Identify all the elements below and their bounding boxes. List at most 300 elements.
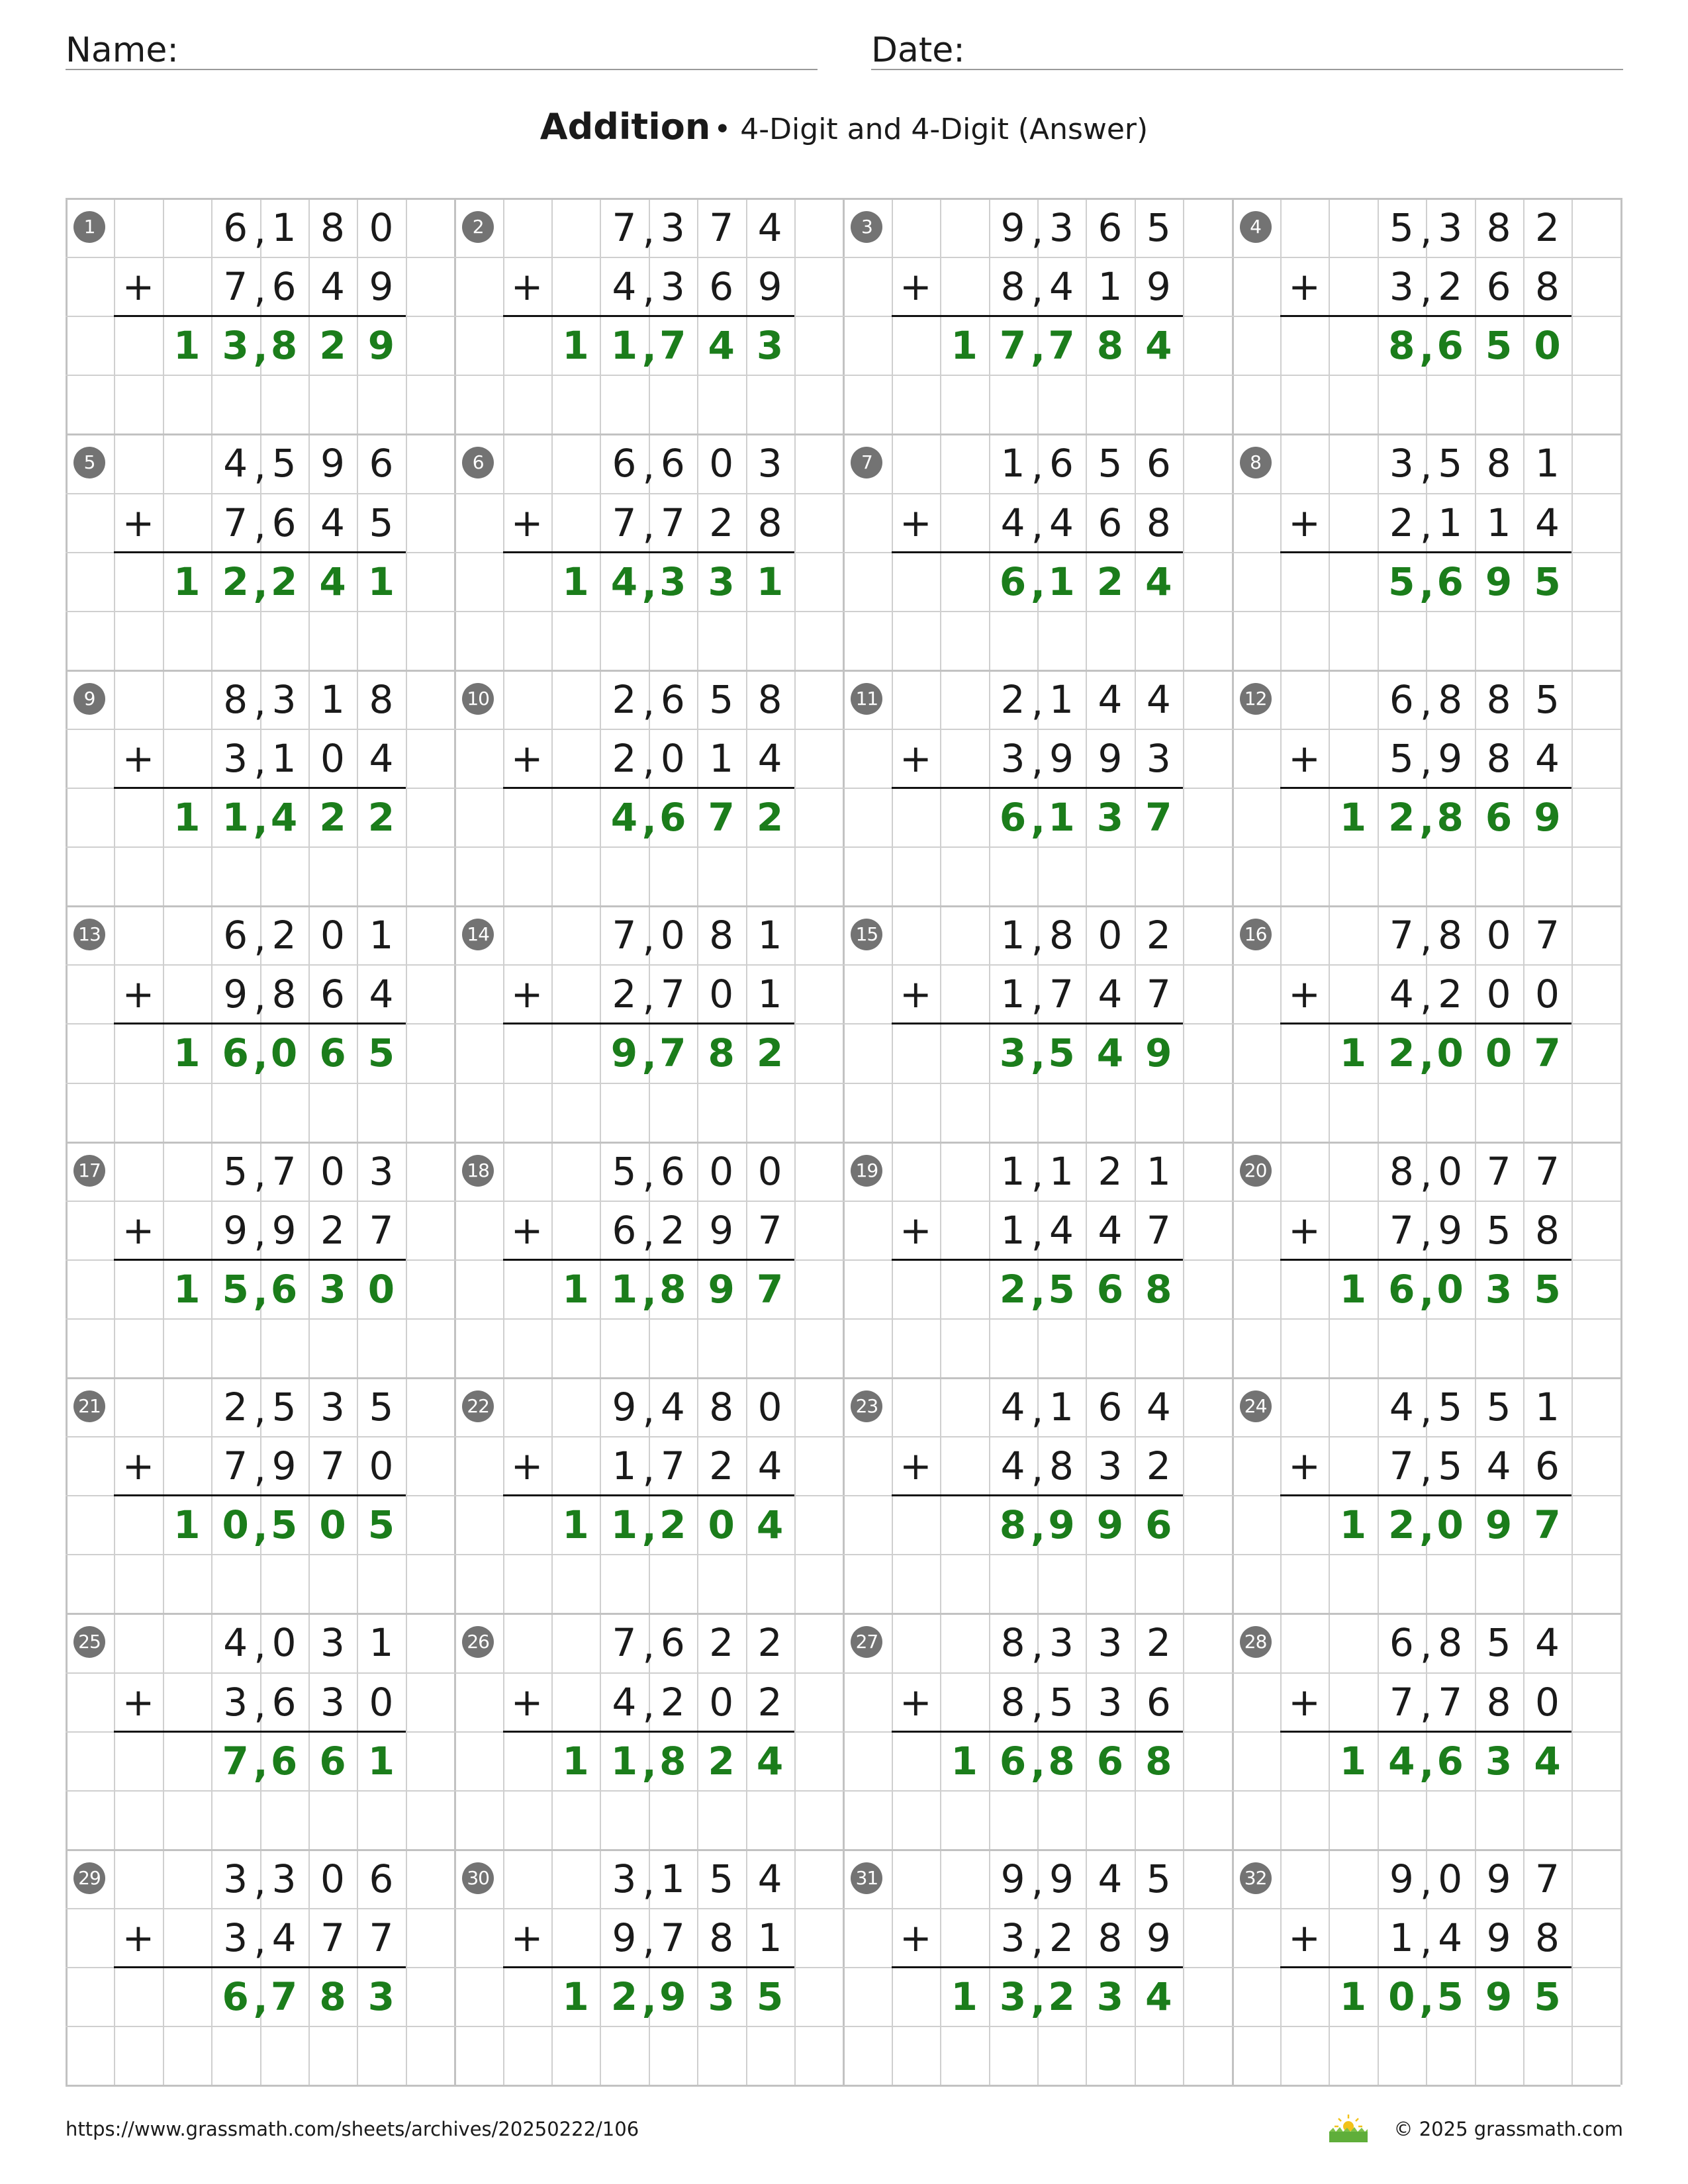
answer-digit: 2 xyxy=(756,1030,784,1076)
problem-number-badge: 5 xyxy=(73,447,105,478)
addend-bottom-digit: 7 xyxy=(660,1443,685,1489)
thousands-comma: , xyxy=(1419,1858,1432,1904)
answer-digit: 5 xyxy=(367,1502,395,1548)
addend-top-digit: 8 xyxy=(757,676,782,722)
date-field[interactable] xyxy=(871,23,1623,70)
answer-digit: 0 xyxy=(1436,1266,1464,1312)
addend-top-digit: 8 xyxy=(223,676,248,722)
thousands-comma: , xyxy=(1419,974,1432,1020)
answer-digit: 1 xyxy=(562,1266,589,1312)
thousands-comma: , xyxy=(642,679,655,725)
answer-digit: 5 xyxy=(1388,559,1415,604)
thousands-comma: , xyxy=(1031,267,1044,312)
problem-number-badge: 29 xyxy=(73,1862,105,1894)
plus-sign: + xyxy=(510,972,543,1017)
addend-top-digit: 3 xyxy=(1049,1620,1074,1666)
answer-digit: 3 xyxy=(319,1266,346,1312)
addend-top-digit: 9 xyxy=(1000,205,1025,250)
addend-top-digit: 1 xyxy=(1000,441,1025,486)
answer-digit: 3 xyxy=(1096,795,1124,840)
answer-digit: 2 xyxy=(270,559,298,604)
addend-top-digit: 9 xyxy=(1389,1856,1414,1901)
problem-number-badge: 1 xyxy=(73,211,105,243)
thousands-comma: , xyxy=(642,1682,655,1727)
addend-top-digit: 7 xyxy=(1486,1148,1511,1194)
thousands-comma: , xyxy=(642,738,655,784)
grid-line-horizontal xyxy=(66,2085,1620,2087)
addend-bottom-digit: 6 xyxy=(1535,1443,1560,1489)
addend-bottom-digit: 8 xyxy=(1486,735,1511,781)
addend-top-digit: 3 xyxy=(320,1620,345,1666)
addend-bottom-digit: 8 xyxy=(709,1915,734,1960)
addend-top-digit: 4 xyxy=(1389,1385,1414,1430)
answer-digit: 9 xyxy=(1096,1502,1124,1548)
answer-digit: 0 xyxy=(1436,1502,1464,1548)
addend-top-digit: 4 xyxy=(1146,676,1171,722)
thousands-comma: , xyxy=(254,1682,266,1727)
thousands-comma: , xyxy=(1031,738,1044,784)
addend-top-digit: 0 xyxy=(1486,913,1511,958)
thousands-comma: , xyxy=(253,1505,268,1551)
answer-digit: 5 xyxy=(1048,1266,1075,1312)
addend-top-digit: 5 xyxy=(1146,1856,1171,1901)
addend-bottom-digit: 4 xyxy=(271,1915,297,1960)
addend-bottom-digit: 2 xyxy=(1389,500,1414,545)
addend-top-digit: 5 xyxy=(1438,1385,1463,1430)
answer-digit: 1 xyxy=(951,1738,978,1784)
thousands-comma: , xyxy=(1419,267,1432,312)
addend-bottom-digit: 7 xyxy=(1146,1207,1171,1253)
answer-digit: 4 xyxy=(1145,1974,1172,2019)
addend-bottom-digit: 8 xyxy=(1000,264,1025,310)
addend-top-digit: 4 xyxy=(1146,1385,1171,1430)
addend-top-digit: 1 xyxy=(369,913,394,958)
addend-bottom-digit: 4 xyxy=(1389,972,1414,1017)
thousands-comma: , xyxy=(1031,1446,1044,1492)
addend-bottom-digit: 4 xyxy=(369,735,394,781)
answer-digit: 1 xyxy=(173,323,201,369)
addend-top-digit: 5 xyxy=(1389,205,1414,250)
thousands-comma: , xyxy=(254,679,266,725)
answer-digit: 6 xyxy=(270,1738,298,1784)
addend-top-digit: 0 xyxy=(271,1620,297,1666)
addend-top-digit: 2 xyxy=(612,676,637,722)
answer-digit: 7 xyxy=(270,1974,298,2019)
addend-top-digit: 3 xyxy=(223,1856,248,1901)
addend-top-digit: 5 xyxy=(1098,441,1123,486)
answer-digit: 6 xyxy=(319,1738,346,1784)
addend-top-digit: 1 xyxy=(1049,676,1074,722)
problem-number-badge: 24 xyxy=(1240,1390,1272,1422)
addend-top-digit: 8 xyxy=(1389,1148,1414,1194)
answer-digit: 3 xyxy=(756,323,784,369)
thousands-comma: , xyxy=(1419,1623,1432,1668)
thousands-comma: , xyxy=(253,1977,268,2022)
addend-bottom-digit: 8 xyxy=(1535,1207,1560,1253)
addend-top-digit: 5 xyxy=(1535,676,1560,722)
answer-digit: 6 xyxy=(1096,1738,1124,1784)
addend-top-digit: 2 xyxy=(757,1620,782,1666)
plus-sign: + xyxy=(122,1207,155,1253)
answer-digit: 7 xyxy=(222,1738,249,1784)
addend-bottom-digit: 3 xyxy=(1000,1915,1025,1960)
problem-number-badge: 18 xyxy=(462,1155,494,1187)
thousands-comma: , xyxy=(641,1505,657,1551)
addend-bottom-digit: 2 xyxy=(660,1679,685,1725)
answer-digit: 7 xyxy=(1534,1030,1561,1076)
thousands-comma: , xyxy=(254,443,266,489)
thousands-comma: , xyxy=(1419,738,1432,784)
thousands-comma: , xyxy=(1031,443,1044,489)
problem-number-badge: 20 xyxy=(1240,1155,1272,1187)
addend-top-digit: 3 xyxy=(369,1148,394,1194)
title-main: Addition xyxy=(539,106,711,148)
answer-digit: 2 xyxy=(222,559,249,604)
thousands-comma: , xyxy=(1419,443,1432,489)
thousands-comma: , xyxy=(254,1210,266,1255)
thousands-comma: , xyxy=(642,267,655,312)
addend-bottom-digit: 3 xyxy=(223,735,248,781)
thousands-comma: , xyxy=(254,915,266,961)
addend-bottom-digit: 7 xyxy=(369,1915,394,1960)
problem-number-badge: 10 xyxy=(462,683,494,715)
problem-number-badge: 27 xyxy=(851,1626,882,1658)
addend-top-digit: 9 xyxy=(1486,1856,1511,1901)
answer-digit: 7 xyxy=(659,1030,686,1076)
addend-top-digit: 5 xyxy=(1486,1620,1511,1666)
plus-sign: + xyxy=(510,264,543,310)
answer-digit: 9 xyxy=(1048,1502,1075,1548)
thousands-comma: , xyxy=(1031,502,1044,548)
problem-number-badge: 17 xyxy=(73,1155,105,1187)
plus-sign: + xyxy=(1288,1207,1321,1253)
addend-bottom-digit: 8 xyxy=(757,500,782,545)
addend-bottom-digit: 9 xyxy=(1098,735,1123,781)
addend-top-digit: 3 xyxy=(757,441,782,486)
addend-top-digit: 0 xyxy=(1438,1148,1463,1194)
addend-top-digit: 4 xyxy=(1098,676,1123,722)
answer-digit: 1 xyxy=(1339,1738,1367,1784)
addend-bottom-digit: 6 xyxy=(1146,1679,1171,1725)
thousands-comma: , xyxy=(1419,797,1434,842)
addend-bottom-digit: 6 xyxy=(1098,500,1123,545)
answer-digit: 2 xyxy=(659,1502,686,1548)
answer-digit: 0 xyxy=(1534,323,1561,369)
answer-digit: 8 xyxy=(999,1502,1027,1548)
addend-top-digit: 7 xyxy=(1535,1856,1560,1901)
plus-sign: + xyxy=(899,1679,932,1725)
answer-digit: 6 xyxy=(1096,1266,1124,1312)
plus-sign: + xyxy=(122,1443,155,1489)
plus-sign: + xyxy=(1288,735,1321,781)
addend-bottom-digit: 8 xyxy=(1535,1915,1560,1960)
addend-top-digit: 4 xyxy=(1535,1620,1560,1666)
addend-bottom-digit: 4 xyxy=(612,1679,637,1725)
answer-digit: 1 xyxy=(1048,559,1075,604)
footer-url[interactable]: https://www.grassmath.com/sheets/archives/20250222/106 xyxy=(66,2118,639,2140)
answer-digit: 6 xyxy=(999,795,1027,840)
addend-bottom-digit: 5 xyxy=(1049,1679,1074,1725)
answer-digit: 1 xyxy=(1339,1974,1367,2019)
thousands-comma: , xyxy=(1031,915,1044,961)
addend-bottom-digit: 3 xyxy=(320,1679,345,1725)
answer-digit: 0 xyxy=(270,1030,298,1076)
addend-bottom-digit: 0 xyxy=(1486,972,1511,1017)
addend-top-digit: 8 xyxy=(1000,1620,1025,1666)
addend-bottom-digit: 5 xyxy=(369,500,394,545)
problem-number-badge: 32 xyxy=(1240,1862,1272,1894)
addend-bottom-digit: 4 xyxy=(1438,1915,1463,1960)
addend-bottom-digit: 7 xyxy=(1146,972,1171,1017)
answer-digit: 7 xyxy=(659,323,686,369)
addend-top-digit: 3 xyxy=(612,1856,637,1901)
addend-bottom-digit: 9 xyxy=(1146,1915,1171,1960)
addend-bottom-digit: 4 xyxy=(1000,1443,1025,1489)
addend-bottom-digit: 1 xyxy=(271,735,297,781)
thousands-comma: , xyxy=(1031,1151,1044,1197)
answer-digit: 3 xyxy=(1096,1974,1124,2019)
addend-top-digit: 8 xyxy=(369,676,394,722)
problem-number-badge: 3 xyxy=(851,211,882,243)
addend-bottom-digit: 4 xyxy=(1486,1443,1511,1489)
thousands-comma: , xyxy=(253,1269,268,1314)
problem-number-badge: 23 xyxy=(851,1390,882,1422)
addend-top-digit: 5 xyxy=(709,676,734,722)
problem-number-badge: 8 xyxy=(1240,447,1272,478)
answer-digit: 5 xyxy=(1485,323,1513,369)
addend-top-digit: 1 xyxy=(757,913,782,958)
addend-bottom-digit: 4 xyxy=(1535,735,1560,781)
answer-digit: 4 xyxy=(1534,1738,1561,1784)
answer-digit: 6 xyxy=(999,559,1027,604)
answer-digit: 8 xyxy=(1048,1738,1075,1784)
date-label: Date: xyxy=(871,30,965,70)
thousands-comma: , xyxy=(253,1741,268,1786)
answer-digit: 3 xyxy=(1485,1266,1513,1312)
addend-bottom-digit: 6 xyxy=(320,972,345,1017)
problem-number-badge: 31 xyxy=(851,1862,882,1894)
addend-bottom-digit: 3 xyxy=(223,1915,248,1960)
addend-bottom-digit: 2 xyxy=(1438,264,1463,310)
addend-top-digit: 1 xyxy=(1535,441,1560,486)
answer-digit: 4 xyxy=(610,559,638,604)
answer-digit: 1 xyxy=(367,559,395,604)
problem-number-badge: 22 xyxy=(462,1390,494,1422)
thousands-comma: , xyxy=(1031,1033,1046,1079)
addend-bottom-digit: 1 xyxy=(757,1915,782,1960)
thousands-comma: , xyxy=(1031,1858,1044,1904)
addend-top-digit: 7 xyxy=(1535,913,1560,958)
addend-top-digit: 8 xyxy=(709,913,734,958)
answer-digit: 2 xyxy=(367,795,395,840)
thousands-comma: , xyxy=(1419,915,1432,961)
answer-digit: 1 xyxy=(562,1738,589,1784)
addend-bottom-digit: 7 xyxy=(612,500,637,545)
addend-bottom-digit: 4 xyxy=(757,1443,782,1489)
answer-digit: 3 xyxy=(999,1974,1027,2019)
problem-number-badge: 9 xyxy=(73,683,105,715)
grass-sun-logo-icon xyxy=(1327,2113,1370,2144)
answer-digit: 6 xyxy=(222,1974,249,2019)
footer-copyright: © 2025 grassmath.com xyxy=(1393,2118,1623,2140)
addend-top-digit: 2 xyxy=(1098,1148,1123,1194)
thousands-comma: , xyxy=(254,208,266,253)
thousands-comma: , xyxy=(1419,1269,1434,1314)
addend-top-digit: 6 xyxy=(369,441,394,486)
answer-digit: 1 xyxy=(1339,795,1367,840)
thousands-comma: , xyxy=(254,1917,266,1963)
addend-top-digit: 8 xyxy=(1486,441,1511,486)
answer-digit: 7 xyxy=(1048,323,1075,369)
thousands-comma: , xyxy=(642,915,655,961)
addend-bottom-digit: 0 xyxy=(660,735,685,781)
answer-digit: 3 xyxy=(659,559,686,604)
name-field[interactable] xyxy=(66,23,818,70)
addend-bottom-digit: 3 xyxy=(1146,735,1171,781)
plus-sign: + xyxy=(1288,500,1321,545)
answer-digit: 1 xyxy=(610,1738,638,1784)
addend-bottom-digit: 9 xyxy=(223,1207,248,1253)
answer-digit: 1 xyxy=(173,559,201,604)
problem-number-badge: 16 xyxy=(1240,919,1272,950)
thousands-comma: , xyxy=(1419,326,1434,371)
addend-top-digit: 8 xyxy=(1438,913,1463,958)
addend-bottom-digit: 7 xyxy=(660,1915,685,1960)
thousands-comma: , xyxy=(254,1623,266,1668)
addend-bottom-digit: 0 xyxy=(709,1679,734,1725)
answer-digit: 1 xyxy=(173,1266,201,1312)
addend-top-digit: 5 xyxy=(1438,441,1463,486)
addend-top-digit: 1 xyxy=(320,676,345,722)
addend-top-digit: 1 xyxy=(369,1620,394,1666)
addend-top-digit: 5 xyxy=(709,1856,734,1901)
addend-bottom-digit: 1 xyxy=(1438,500,1463,545)
thousands-comma: , xyxy=(642,974,655,1020)
addend-bottom-digit: 8 xyxy=(1535,264,1560,310)
thousands-comma: , xyxy=(641,1741,657,1786)
addend-bottom-digit: 8 xyxy=(1098,1915,1123,1960)
thousands-comma: , xyxy=(1419,1151,1432,1197)
addend-top-digit: 2 xyxy=(271,913,297,958)
addend-top-digit: 4 xyxy=(757,205,782,250)
thousands-comma: , xyxy=(1031,679,1044,725)
addend-bottom-digit: 2 xyxy=(709,1443,734,1489)
answer-digit: 1 xyxy=(951,1974,978,2019)
thousands-comma: , xyxy=(254,1151,266,1197)
addend-bottom-digit: 9 xyxy=(369,264,394,310)
plus-sign: + xyxy=(1288,264,1321,310)
answer-digit: 3 xyxy=(1485,1738,1513,1784)
problem-number-badge: 11 xyxy=(851,683,882,715)
addend-top-digit: 3 xyxy=(1098,1620,1123,1666)
answer-digit: 2 xyxy=(756,795,784,840)
addend-top-digit: 6 xyxy=(223,205,248,250)
problem-grid xyxy=(66,198,1620,2085)
answer-digit: 4 xyxy=(756,1502,784,1548)
addend-top-digit: 3 xyxy=(320,1385,345,1430)
addend-top-digit: 2 xyxy=(223,1385,248,1430)
plus-sign: + xyxy=(510,1915,543,1960)
addend-top-digit: 7 xyxy=(1389,913,1414,958)
addend-bottom-digit: 8 xyxy=(1146,500,1171,545)
answer-digit: 9 xyxy=(659,1974,686,2019)
addend-bottom-digit: 4 xyxy=(369,972,394,1017)
answer-digit: 1 xyxy=(1048,795,1075,840)
addend-bottom-digit: 2 xyxy=(1146,1443,1171,1489)
answer-digit: 0 xyxy=(319,1502,346,1548)
addend-top-digit: 1 xyxy=(271,205,297,250)
answer-digit: 5 xyxy=(1436,1974,1464,2019)
addend-bottom-digit: 7 xyxy=(660,500,685,545)
thousands-comma: , xyxy=(1419,1446,1432,1492)
addend-top-digit: 1 xyxy=(660,1856,685,1901)
answer-digit: 2 xyxy=(708,1738,735,1784)
addend-bottom-digit: 1 xyxy=(1486,500,1511,545)
answer-digit: 8 xyxy=(1096,323,1124,369)
addend-top-digit: 5 xyxy=(369,1385,394,1430)
answer-digit: 9 xyxy=(367,323,395,369)
addend-bottom-digit: 3 xyxy=(1098,1679,1123,1725)
answer-digit: 9 xyxy=(1145,1030,1172,1076)
addend-bottom-digit: 4 xyxy=(1000,500,1025,545)
addend-top-digit: 6 xyxy=(660,441,685,486)
addend-top-digit: 3 xyxy=(1049,205,1074,250)
plus-sign: + xyxy=(899,1443,932,1489)
addend-bottom-digit: 7 xyxy=(1438,1679,1463,1725)
answer-digit: 5 xyxy=(1534,1974,1561,2019)
addend-top-digit: 6 xyxy=(1098,1385,1123,1430)
addend-top-digit: 1 xyxy=(1049,1148,1074,1194)
answer-digit: 1 xyxy=(173,1030,201,1076)
thousands-comma: , xyxy=(254,974,266,1020)
addend-bottom-digit: 6 xyxy=(612,1207,637,1253)
addend-top-digit: 6 xyxy=(612,441,637,486)
addend-top-digit: 8 xyxy=(709,1385,734,1430)
addend-top-digit: 5 xyxy=(271,1385,297,1430)
answer-digit: 8 xyxy=(1388,323,1415,369)
plus-sign: + xyxy=(510,500,543,545)
problem-number-badge: 2 xyxy=(462,211,494,243)
addend-bottom-digit: 8 xyxy=(271,972,297,1017)
addend-top-digit: 5 xyxy=(223,1148,248,1194)
thousands-comma: , xyxy=(1031,1623,1044,1668)
thousands-comma: , xyxy=(1419,208,1432,253)
answer-digit: 1 xyxy=(610,1266,638,1312)
problem-number-badge: 25 xyxy=(73,1626,105,1658)
addend-top-digit: 0 xyxy=(320,1148,345,1194)
addend-bottom-digit: 9 xyxy=(271,1443,297,1489)
plus-sign: + xyxy=(1288,1915,1321,1960)
addend-top-digit: 9 xyxy=(1049,1856,1074,1901)
answer-digit: 4 xyxy=(756,1738,784,1784)
answer-digit: 7 xyxy=(708,795,735,840)
thousands-comma: , xyxy=(1031,1505,1046,1551)
addend-top-digit: 8 xyxy=(1049,913,1074,958)
thousands-comma: , xyxy=(642,1210,655,1255)
thousands-comma: , xyxy=(1419,1505,1434,1551)
answer-digit: 1 xyxy=(562,1974,589,2019)
problem-number-badge: 13 xyxy=(73,919,105,950)
addend-top-digit: 2 xyxy=(1000,676,1025,722)
answer-digit: 6 xyxy=(319,1030,346,1076)
addend-top-digit: 5 xyxy=(1486,1385,1511,1430)
answer-digit: 1 xyxy=(756,559,784,604)
answer-digit: 5 xyxy=(222,1266,249,1312)
thousands-comma: , xyxy=(1031,974,1044,1020)
answer-digit: 4 xyxy=(610,795,638,840)
addend-bottom-digit: 3 xyxy=(660,264,685,310)
addend-top-digit: 7 xyxy=(612,1620,637,1666)
